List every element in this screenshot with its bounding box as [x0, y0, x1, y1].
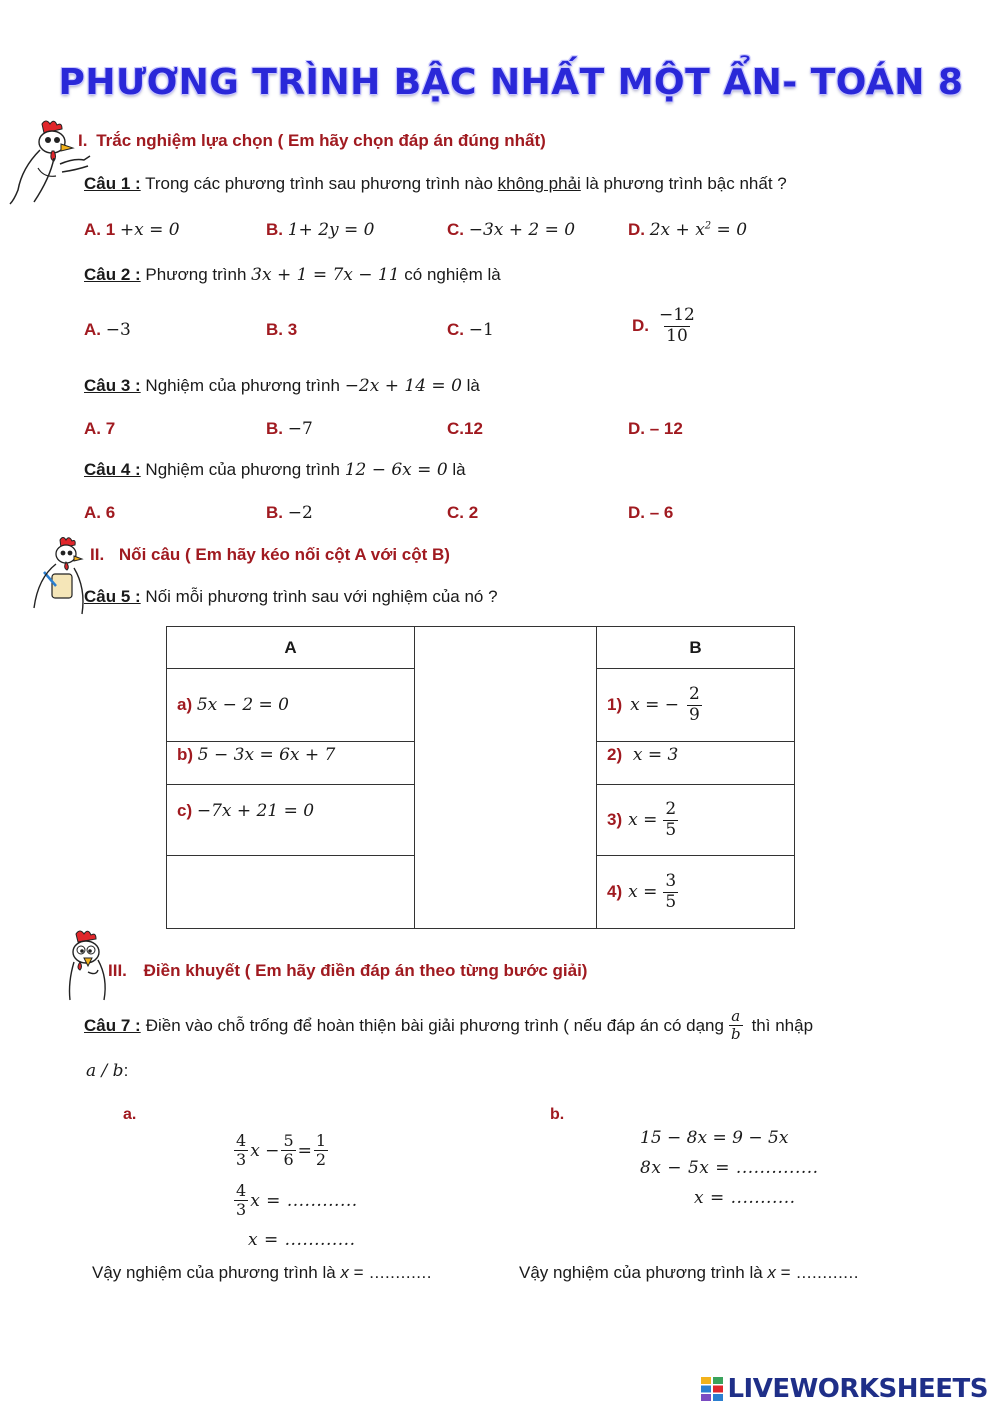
fraction-numerator: 5	[283, 1131, 294, 1150]
item-equation: 5x − 2 = 0	[196, 695, 289, 715]
q1-option-d-math: 2x + x	[649, 220, 705, 240]
part-a-step-2	[234, 1182, 358, 1220]
q2-option-a[interactable]	[84, 320, 131, 340]
section-1-title: Trắc nghiệm lựa chọn ( Em hãy chọn đáp án đúng nhất)	[96, 131, 546, 150]
fraction-numerator: 2	[665, 798, 677, 819]
section-2-heading	[90, 545, 450, 565]
column-b-item-1[interactable]	[597, 669, 795, 742]
question-7	[84, 1008, 813, 1044]
question-1-emphasis: không phải	[497, 174, 581, 193]
fraction-numerator: 4	[236, 1131, 247, 1150]
part-b-step-2-blank[interactable]: 8x − 5x = ..............	[640, 1158, 819, 1178]
q4-option-c-letter: C. 2	[447, 503, 479, 522]
q4-option-d-letter: D. – 6	[628, 503, 674, 522]
q3-option-d-letter: D. – 12	[628, 419, 683, 438]
part-a-step-1	[234, 1132, 328, 1170]
fraction-numerator: 2	[689, 683, 700, 704]
fraction-denominator: 3	[236, 1200, 247, 1220]
question-1	[84, 174, 787, 194]
item-tag: 3)	[607, 810, 623, 829]
question-4	[84, 460, 466, 480]
q1-option-d[interactable]	[628, 220, 747, 240]
fraction-denominator: 10	[666, 325, 688, 346]
item-tag: a)	[177, 695, 193, 714]
q3-option-b-letter: B.	[266, 419, 283, 438]
section-2-number: II.	[90, 545, 105, 564]
fraction-numerator: −12	[659, 305, 695, 325]
fraction-numerator: 1	[315, 1131, 327, 1150]
question-4-label: Câu 4 :	[84, 460, 141, 479]
question-7-fraction	[729, 1008, 743, 1044]
q4-option-c[interactable]	[447, 503, 478, 523]
q3-option-a-letter: A. 7	[84, 419, 116, 438]
logo-mark-icon	[701, 1377, 723, 1401]
item-tag: 1)	[607, 695, 623, 714]
part-a-answer-blank[interactable]: = ............	[353, 1263, 432, 1282]
part-a-conclusion	[92, 1263, 432, 1283]
fraction-denominator: 3	[236, 1150, 247, 1170]
question-1-label: Câu 1 :	[84, 174, 141, 193]
item-prefix: x =	[628, 882, 658, 902]
section-1-number: I.	[78, 131, 88, 150]
fraction-denominator: 5	[665, 891, 677, 912]
part-b-conclusion-text: Vậy nghiệm của phương trình là	[519, 1263, 763, 1282]
part-a-label: a.	[123, 1106, 137, 1123]
section-2-title: Nối câu ( Em hãy kéo nối cột A với cột B)	[118, 545, 450, 564]
part-a-fraction-1	[234, 1132, 248, 1170]
part-a-step-2-blank[interactable]: x = ............	[250, 1190, 358, 1211]
q2-option-d[interactable]	[632, 306, 697, 346]
column-b-header: B	[597, 627, 795, 669]
part-a-step-1-middle: x −	[250, 1140, 280, 1161]
item-prefix: x = 3	[632, 745, 679, 765]
q1-option-c-letter: C.	[447, 220, 464, 239]
part-a-conclusion-text: Vậy nghiệm của phương trình là	[92, 1263, 336, 1282]
q1-option-c[interactable]	[447, 220, 575, 240]
q4-option-d[interactable]	[628, 503, 673, 523]
page-title: PHƯƠNG TRÌNH BẬC NHẤT MỘT ẨN- TOÁN 8	[58, 62, 964, 103]
part-b-answer-blank[interactable]: = ............	[780, 1263, 859, 1282]
column-a-item-c[interactable]	[167, 785, 415, 856]
question-2	[84, 265, 501, 285]
part-b-step-3-blank[interactable]: x = ...........	[694, 1188, 796, 1208]
item-prefix: x =	[628, 810, 658, 830]
section-3-title: Điền khuyết ( Em hãy điền đáp án theo từng bước giải)	[143, 961, 588, 980]
fraction-denominator: 6	[283, 1150, 294, 1170]
q2-option-d-fraction	[657, 306, 697, 346]
item-tag: 4)	[607, 882, 623, 901]
fraction-numerator: a	[731, 1007, 741, 1025]
question-5-text: Nối mỗi phương trình sau với nghiệm của nó ?	[145, 587, 498, 606]
item-prefix: x = −	[630, 695, 680, 715]
part-b-conclusion	[519, 1263, 859, 1283]
question-3-label: Câu 3 :	[84, 376, 141, 395]
fraction-numerator: 4	[236, 1181, 247, 1200]
question-7-label: Câu 7 :	[84, 1015, 141, 1035]
item-fraction	[663, 800, 678, 840]
fraction-denominator: 2	[315, 1150, 327, 1170]
question-2-text: Phương trình	[145, 265, 247, 284]
part-b-conclusion-var: x	[767, 1263, 776, 1282]
format-hint-math: a / b	[86, 1061, 124, 1081]
q2-option-a-math: −3	[105, 320, 131, 340]
item-tag: c)	[177, 801, 193, 820]
part-a-step-3-blank[interactable]: x = ............	[248, 1230, 356, 1250]
q1-option-b-math: 1+ 2y = 0	[287, 220, 375, 240]
q3-option-d[interactable]	[628, 419, 683, 439]
column-a-empty-cell	[167, 856, 415, 929]
part-a-step-1-equals: =	[297, 1140, 312, 1161]
item-equation: 5 − 3x = 6x + 7	[197, 745, 336, 765]
question-1-text: Trong các phương trình sau phương trình nào	[145, 174, 493, 193]
q4-option-b[interactable]	[266, 503, 313, 523]
q1-option-d-letter: D.	[628, 220, 645, 239]
section-3-number: III.	[108, 961, 127, 980]
q2-option-b-letter: B. 3	[266, 320, 298, 339]
matching-table	[166, 626, 795, 929]
question-3	[84, 376, 480, 396]
column-a-header: A	[167, 627, 415, 669]
question-5-label: Câu 5 :	[84, 587, 141, 606]
question-2-text-end: có nghiệm là	[404, 265, 501, 284]
column-a-item-a[interactable]	[167, 669, 415, 742]
question-4-text: Nghiệm của phương trình	[145, 460, 340, 479]
q4-option-b-math: −2	[287, 503, 313, 523]
format-hint-colon: :	[123, 1061, 129, 1080]
q2-option-c-math: −1	[468, 320, 494, 340]
section-1-heading	[78, 131, 546, 151]
question-1-text-end: là phương trình bậc nhất ?	[585, 174, 787, 193]
logo-text: LIVEWORKSHEETS	[727, 1374, 988, 1404]
column-b-item-4[interactable]	[597, 856, 795, 929]
q3-option-b[interactable]	[266, 419, 313, 439]
question-4-text-end: là	[452, 460, 466, 479]
q4-option-a-letter: A. 6	[84, 503, 116, 522]
question-3-text-end: là	[466, 376, 480, 395]
matching-drop-area[interactable]	[415, 627, 597, 929]
question-3-math: −2x + 14 = 0	[344, 376, 462, 396]
q2-option-c-letter: C.	[447, 320, 464, 339]
q2-option-a-letter: A.	[84, 320, 101, 339]
section-3-heading	[108, 961, 587, 981]
question-7-text-end: thì nhập	[751, 1015, 814, 1035]
part-b-step-1: 15 − 8x = 9 − 5x	[640, 1128, 789, 1148]
question-2-math: 3x + 1 = 7x − 11	[251, 265, 400, 285]
q1-option-d-math-end: = 0	[711, 220, 748, 240]
column-b-item-2[interactable]	[597, 742, 795, 785]
part-a-step-2-fraction	[234, 1182, 248, 1220]
column-a-item-b[interactable]	[167, 742, 415, 785]
fraction-denominator: 9	[689, 704, 700, 725]
question-5	[84, 587, 498, 607]
part-a-conclusion-var: x	[340, 1263, 349, 1282]
q2-option-c[interactable]	[447, 320, 494, 340]
q1-option-a-letter: A. 1	[84, 220, 116, 239]
rooster-writing-icon	[30, 536, 92, 618]
fraction-denominator: b	[730, 1025, 741, 1044]
liveworksheets-logo	[701, 1374, 988, 1404]
fraction-numerator: 3	[665, 870, 677, 891]
item-equation: −7x + 21 = 0	[196, 801, 315, 821]
question-3-text: Nghiệm của phương trình	[145, 376, 340, 395]
q1-option-a-math: +x = 0	[119, 220, 180, 240]
column-b-item-3[interactable]	[597, 785, 795, 856]
q3-option-c[interactable]	[447, 419, 483, 439]
q4-option-a[interactable]	[84, 503, 115, 523]
q3-option-b-math: −7	[287, 419, 313, 439]
question-4-math: 12 − 6x = 0	[344, 460, 448, 480]
part-b-label: b.	[550, 1106, 565, 1123]
q3-option-c-letter: C.12	[447, 419, 483, 438]
q1-option-c-math: −3x + 2 = 0	[468, 220, 576, 240]
q2-option-d-letter: D.	[632, 316, 649, 336]
q1-option-d-exponent: 2	[704, 220, 712, 232]
question-7-format-hint	[86, 1061, 128, 1081]
item-tag: b)	[177, 745, 194, 764]
item-fraction	[663, 872, 678, 912]
question-2-label: Câu 2 :	[84, 265, 141, 284]
q2-option-b[interactable]	[266, 320, 297, 340]
q1-option-a[interactable]	[84, 220, 180, 240]
q3-option-a[interactable]	[84, 419, 115, 439]
q1-option-b-letter: B.	[266, 220, 283, 239]
q1-option-b[interactable]	[266, 220, 375, 240]
part-a-fraction-3	[314, 1132, 328, 1170]
fraction-denominator: 5	[665, 819, 677, 840]
q4-option-b-letter: B.	[266, 503, 283, 522]
part-a-fraction-2	[281, 1132, 295, 1170]
item-tag: 2)	[607, 745, 623, 764]
item-fraction	[687, 685, 702, 725]
question-7-text: Điền vào chỗ trống để hoàn thiện bài giải phương trình ( nếu đáp án có dạng	[145, 1015, 724, 1035]
